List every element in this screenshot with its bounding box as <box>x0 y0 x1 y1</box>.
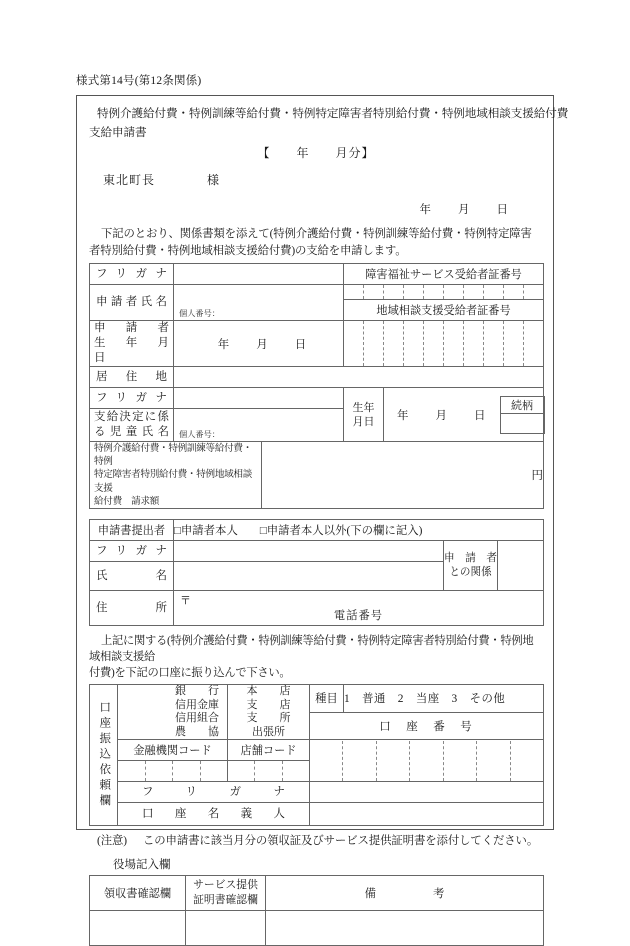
branch-type-options[interactable] <box>228 685 310 740</box>
table-row-applicant-birth <box>90 321 544 367</box>
date-month-label: 月 <box>458 204 471 216</box>
office-section-heading: 役場記入欄 <box>113 859 171 872</box>
branch-code-digit-cells[interactable] <box>228 761 309 781</box>
addressee-name: 東北町長 <box>103 173 156 187</box>
child-relation-label: 続柄 <box>500 396 544 413</box>
child-name-field[interactable] <box>174 409 344 442</box>
form-title-line-1: 特例介護給付費・特例訓練等給付費・特例特定障害者特別給付費・特例地域相談支援給付費 <box>97 107 569 120</box>
table-row-code-labels <box>90 740 544 761</box>
applicant-name-field[interactable] <box>174 285 344 321</box>
table-row-bank-furigana <box>90 782 544 803</box>
child-my-number-label: 個人番号： <box>179 430 220 439</box>
table-row-child-furigana <box>90 388 544 409</box>
submitter-furigana-label: フリガナ <box>90 541 174 562</box>
submitter-name-label: 氏 名 <box>90 562 174 591</box>
child-relation-label-row <box>384 396 544 413</box>
submitter-table <box>89 519 544 626</box>
notice-text: この申請書に該当月分の領収証及びサービス提供証明書を添付してください。 <box>142 835 539 848</box>
child-birth-relation-inner <box>384 396 545 434</box>
telephone-label: 電話番号 <box>333 610 384 623</box>
checkbox-self[interactable]: □申請者本人 <box>174 525 238 538</box>
office-remarks-field[interactable] <box>266 911 544 946</box>
submission-date-line <box>89 201 543 217</box>
institution-type-3[interactable]: 信用組合 <box>175 712 219 725</box>
applicant-furigana-field[interactable] <box>174 264 344 285</box>
child-name-label: 支給決定に係 る児童氏名 <box>90 409 174 442</box>
transfer-note-line-1: 上記に関する(特例介護給付費・特例訓練等給付費・特例特定障害者特別給付費・特例地域相談支援給 <box>89 635 534 664</box>
child-furigana-field[interactable] <box>174 388 344 409</box>
account-number-digit-cells[interactable] <box>310 741 543 781</box>
welfare-cert-digits[interactable] <box>344 285 544 300</box>
table-row-office-headers <box>90 876 544 911</box>
institution-code-digits[interactable] <box>118 761 228 782</box>
submitter-furigana-field[interactable] <box>174 541 444 562</box>
form-number: 様式第14号(第12条関係) <box>76 75 202 87</box>
welfare-cert-label: 障害福祉サービス受給者証番号 <box>344 264 544 285</box>
submitter-address-label: 住 所 <box>90 591 174 626</box>
table-row-bank-type <box>90 685 544 713</box>
month-bracket: 【 年 月分】 <box>257 146 375 160</box>
notice-prefix: (注意) <box>97 835 127 848</box>
submitter-table-wrap <box>89 519 543 626</box>
table-row-applicant-name <box>90 285 544 300</box>
institution-type-1[interactable]: 銀 行 <box>175 685 219 698</box>
applicant-furigana-label: フリガナ <box>90 264 174 285</box>
bank-furigana-label: フリガナ <box>118 782 310 803</box>
addressee-honorific: 様 <box>207 173 221 187</box>
applicant-table-wrap <box>89 263 543 509</box>
child-birth-relation-cell <box>384 388 544 442</box>
amount-label: 特例介護給付費・特例訓練等給付費・特例 特定障害者特別給付費・特例地域相談支援 給付費 請求額 <box>90 442 262 509</box>
regional-cert-label: 地域相談支援受給者証番号 <box>344 300 544 321</box>
table-row-residence <box>90 367 544 388</box>
branch-type-1[interactable]: 本 店 <box>246 685 291 698</box>
institution-type-options[interactable] <box>118 685 228 740</box>
transfer-note <box>89 633 543 681</box>
amount-unit: 円 <box>531 470 544 482</box>
submitter-address-field[interactable] <box>174 591 544 626</box>
institution-type-4[interactable]: 農 協 <box>175 725 219 738</box>
applicant-my-number-label: 個人番号： <box>179 309 220 318</box>
institution-code-label: 金融機関コード <box>118 740 228 761</box>
submitter-name-field[interactable] <box>174 562 444 591</box>
office-service-cert-field[interactable] <box>186 911 266 946</box>
bank-furigana-field[interactable] <box>310 782 544 803</box>
account-number-digits[interactable] <box>310 740 544 782</box>
office-receipt-field[interactable] <box>90 911 186 946</box>
form-inner-content <box>89 104 569 946</box>
bank-side-label: 口座振込依頼欄 <box>90 685 118 826</box>
office-col-remarks: 備 考 <box>266 876 544 911</box>
applicant-birth-label: 申 請 者 生 年 月 日 <box>90 321 174 367</box>
child-relation-field[interactable] <box>500 413 544 433</box>
postal-mark: 〒 <box>180 595 191 608</box>
lead-line-1: 下記のとおり、関係書類を添えて(特例介護給付費・特例訓練等給付費・特例特定障害 <box>101 228 532 240</box>
amount-field[interactable] <box>262 442 544 509</box>
applicant-birth-field[interactable]: 年 月 日 <box>174 321 344 367</box>
welfare-cert-digit-cells[interactable] <box>344 285 543 299</box>
form-outer-frame <box>76 95 569 907</box>
office-table-wrap <box>89 875 543 946</box>
table-row-submitter-address <box>90 591 544 626</box>
account-type-options[interactable]: 1 普通 2 当座 3 その他 <box>344 685 544 713</box>
bank-transfer-table <box>89 684 544 826</box>
form-title-line-2: 支給申請書 <box>89 126 147 139</box>
institution-code-digit-cells[interactable] <box>118 761 227 781</box>
table-row-office-values <box>90 911 544 946</box>
office-col-receipt: 領収書確認欄 <box>90 876 186 911</box>
branch-code-label: 店舗コード <box>228 740 310 761</box>
branch-code-digits[interactable] <box>228 761 310 782</box>
date-day-label: 日 <box>496 204 509 216</box>
submitter-label: 申請書提出者 <box>90 520 174 541</box>
checkbox-other[interactable]: □申請者本人以外(下の欄に記入) <box>259 525 423 538</box>
applicant-table <box>89 263 544 509</box>
submitter-relation-field[interactable] <box>498 541 544 591</box>
date-year-label: 年 <box>419 204 432 216</box>
bank-table-wrap <box>89 684 543 826</box>
branch-type-4[interactable]: 出張所 <box>252 725 285 738</box>
child-birth-label: 生年 月日 <box>344 388 384 442</box>
regional-cert-digits[interactable] <box>344 321 544 367</box>
residence-field[interactable] <box>174 367 544 388</box>
branch-type-2[interactable]: 支 店 <box>246 698 291 711</box>
addressee-line <box>89 170 543 190</box>
branch-type-3[interactable]: 支 所 <box>246 712 291 725</box>
account-number-label: 口 座 番 号 <box>310 712 544 740</box>
office-use-table <box>89 875 544 946</box>
table-row-submitter-type <box>90 520 544 541</box>
transfer-note-line-2: 付費)を下記の口座に振り込んで下さい。 <box>89 667 291 680</box>
child-furigana-label: フリガナ <box>90 388 174 409</box>
residence-label: 居住地 <box>90 367 174 388</box>
applicant-name-label: 申請者氏名 <box>90 285 174 321</box>
regional-cert-digit-cells[interactable] <box>344 321 543 366</box>
notice-line <box>89 832 543 848</box>
table-row-submitter-furigana <box>90 541 544 562</box>
institution-type-2[interactable]: 信用金庫 <box>175 698 219 711</box>
account-type-label: 種目 <box>310 685 344 713</box>
submitter-options[interactable] <box>174 520 544 541</box>
submitter-relation-label: 申 請 者 との関係 <box>444 541 498 591</box>
table-row-account-holder <box>90 803 544 826</box>
lead-line-2: 者特別給付費・特例地域相談支援給付費)の支給を申請します。 <box>89 245 407 257</box>
child-birth-field[interactable]: 年 月 日 <box>397 409 487 422</box>
table-row-amount <box>90 442 544 509</box>
office-col-service-cert: サービス提供 証明書確認欄 <box>186 876 266 911</box>
account-holder-field[interactable] <box>310 803 544 826</box>
account-holder-label: 口座名義人 <box>118 803 310 826</box>
lead-paragraph <box>89 226 543 260</box>
table-row-furigana-applicant <box>90 264 544 285</box>
